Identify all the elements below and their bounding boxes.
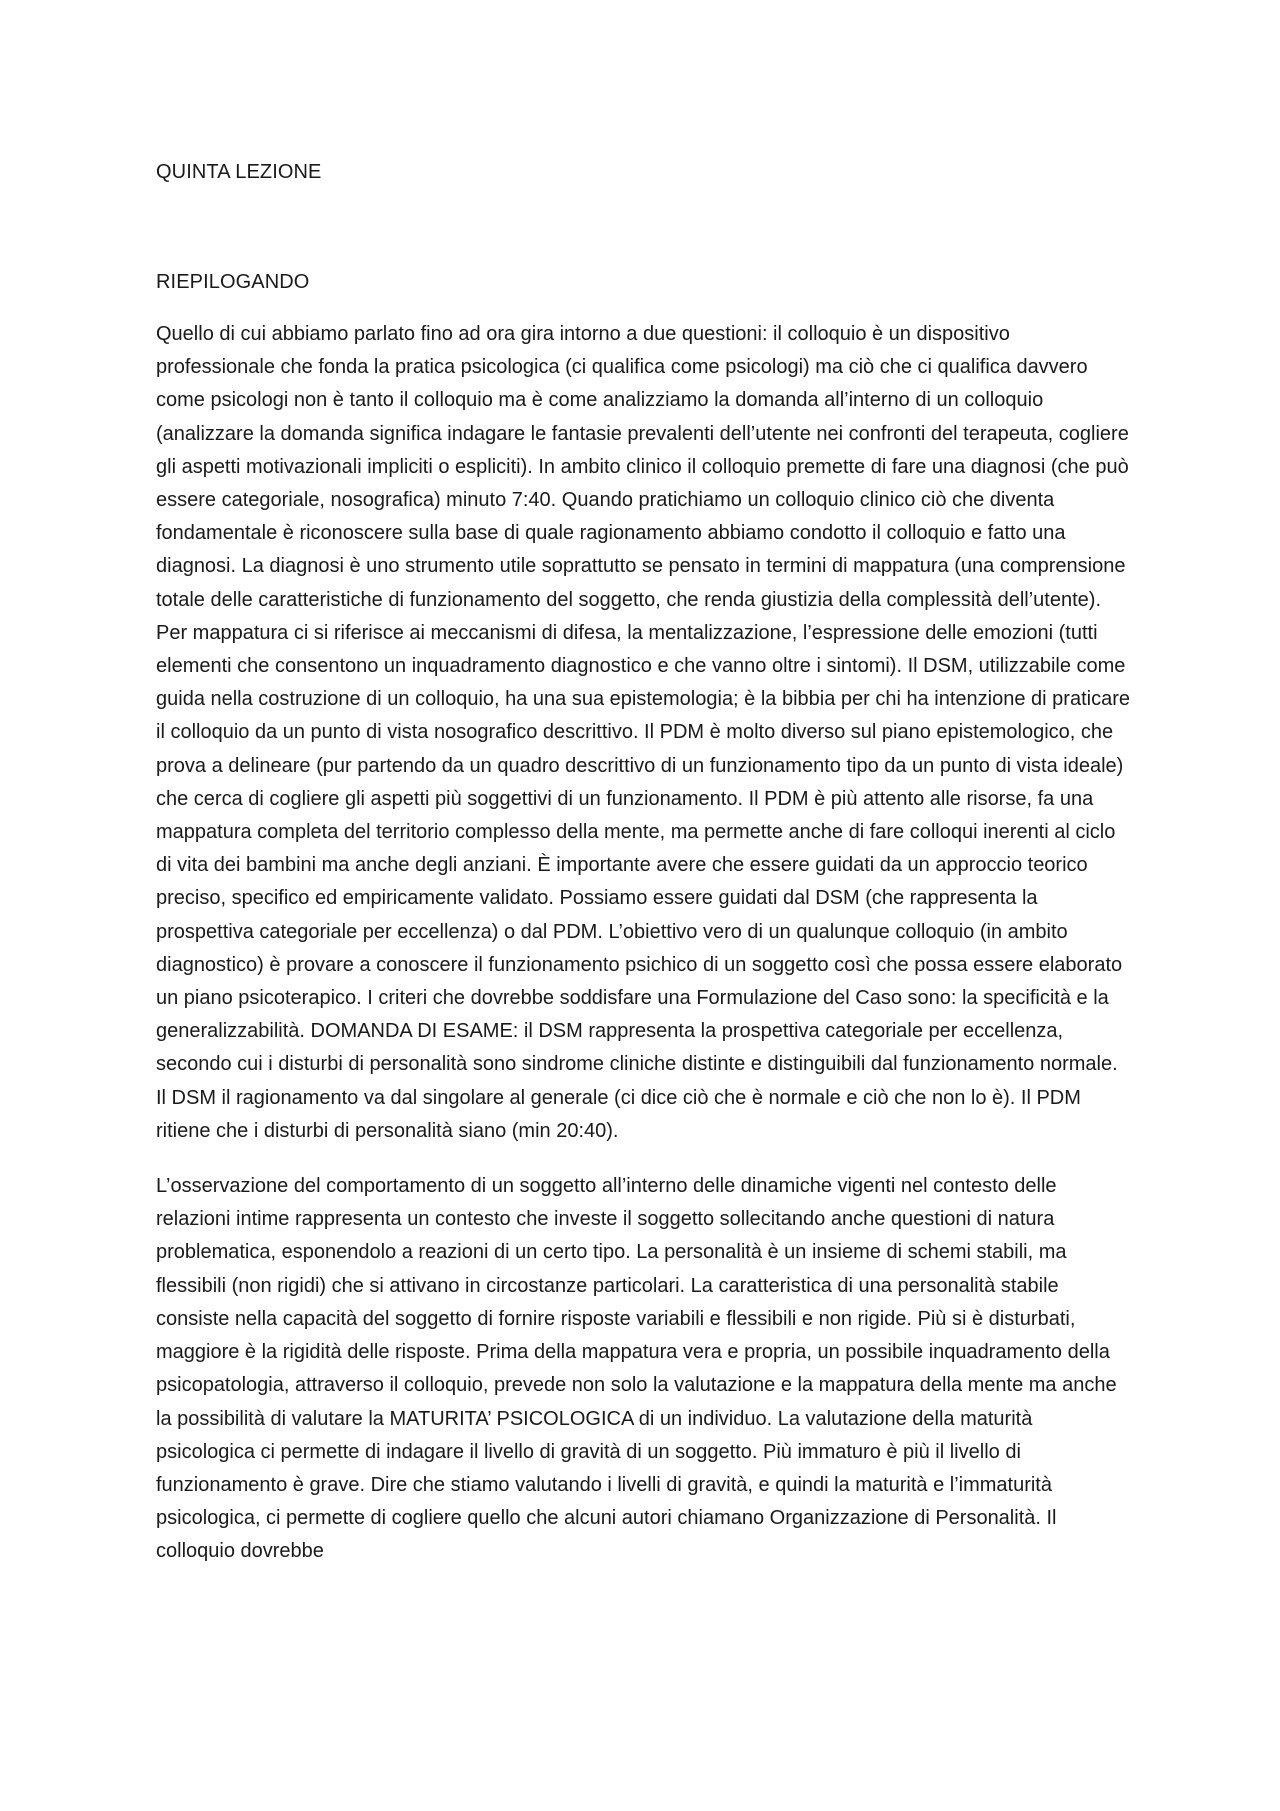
paragraph-personality: L’osservazione del comportamento di un soggetto all’interno delle dinamiche vigenti nel contesto delle relazioni intime rappresenta un contesto che investe il soggetto sollecitando anche questioni di natura problematica, esponendolo a reazioni di un certo tipo. La personalità è un insieme di schemi stabili, ma flessibili (non rigidi) che si attivano in circostanze particolari. La caratteristica di una personalità stabile consiste nella capacità del soggetto di fornire risposte variabili e flessibili e non rigide. Più si è disturbati, maggiore è la rigidità delle risposte. Prima della mappatura vera e propria, un possibile inquadramento della psicopatologia, attraverso il colloquio, prevede non solo la valutazione e la mappatura della mente ma anche la possibilità di valutare la MATURITA’ PSICOLOGICA di un individuo. La valutazione della maturità psicologica ci permette di indagare il livello di gravità di un soggetto. Più immaturo è più il livello di funzionamento è grave. Dire che stiamo valutando i livelli di gravità, e quindi la maturità e l’immaturità psicologica, ci permette di cogliere quello che alcuni autori chiamano Organizzazione di Personalità. Il colloquio dovrebbe	[156, 1175, 1117, 1563]
document-body	[156, 158, 1131, 1591]
paragraph-summary: Quello di cui abbiamo parlato fino ad ora gira intorno a due questioni: il colloquio è un dispositivo professionale che fonda la pratica psicologica (ci qualifica come psicologi) ma ciò che ci qualifica davvero come psicologi non è tanto il colloquio ma è come analizziamo la domanda all’interno di un colloquio (analizzare la domanda significa indagare le fantasie prevalenti dell’utente nei confronti del terapeuta, cogliere gli aspetti motivazionali impliciti o espliciti). In ambito clinico il colloquio premette di fare una diagnosi (che può essere categoriale, nosografica) minuto 7:40. Quando pratichiamo un colloquio clinico ciò che diventa fondamentale è riconoscere sulla base di quale ragionamento abbiamo condotto il colloquio e fatto una diagnosi. La diagnosi è uno strumento utile soprattutto se pensato in termini di mappatura (una comprensione totale delle caratteristiche di funzionamento del soggetto, che renda giustizia della complessità dell’utente). Per mappatura ci si riferisce ai meccanismi di difesa, la mentalizzazione, l’espressione delle emozioni (tutti elementi che consentono un inquadramento diagnostico e che vanno oltre i sintomi). Il DSM, utilizzabile come guida nella costruzione di un colloquio, ha una sua epistemologia; è la bibbia per chi ha intenzione di praticare il colloquio da un punto di vista nosografico descrittivo. Il PDM è molto diverso sul piano epistemologico, che prova a delineare (pur partendo da un quadro descrittivo di un funzionamento tipo da un punto di vista ideale) che cerca di cogliere gli aspetti più soggettivi di un funzionamento. Il PDM è più attento alle risorse, fa una mappatura completa del territorio complesso della mente, ma permette anche di fare colloqui inerenti al ciclo di vita dei bambini ma anche degli anziani. È importante avere che essere guidati da un approccio teorico preciso, specifico ed empiricamente validato. Possiamo essere guidati dal DSM (che rappresenta la prospettiva categoriale per eccellenza) o dal PDM. L’obiettivo vero di un qualunque colloquio (in ambito diagnostico) è provare a conoscere il funzionamento psichico di un soggetto così che possa essere elaborato un piano psicoterapico. I criteri che dovrebbe soddisfare una Formulazione del Caso sono: la specificità e la generalizzabilità. DOMANDA DI ESAME: il DSM rappresenta la prospettiva categoriale per eccellenza, secondo cui i disturbi di personalità sono sindrome cliniche distinte e distinguibili dal funzionamento normale. Il DSM il ragionamento va dal singolare al generale (ci dice ciò che è normale e ciò che non lo è). Il PDM ritiene che i disturbi di personalità siano (min 20:40).	[156, 323, 1130, 1142]
lesson-title: QUINTA LEZIONE	[156, 161, 322, 183]
section-heading: RIEPILOGANDO	[156, 271, 310, 293]
